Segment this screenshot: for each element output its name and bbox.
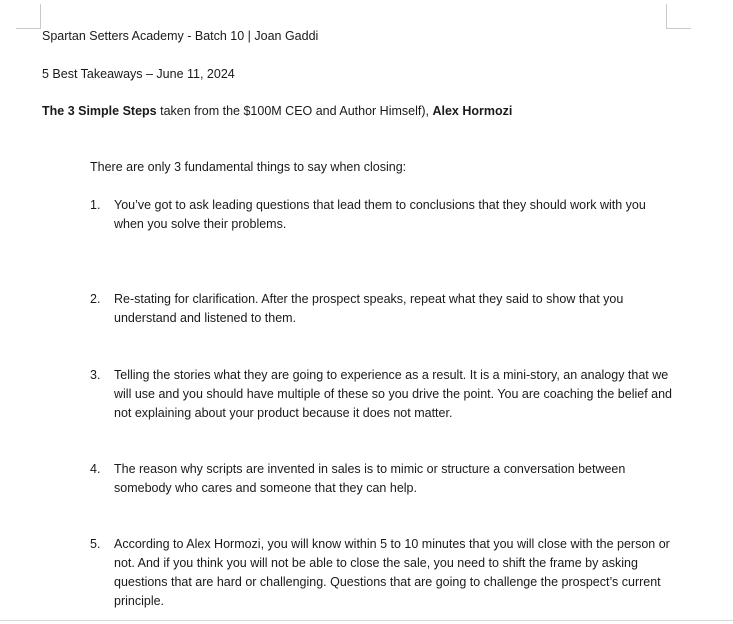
list-item-text: You’ve got to ask leading questions that lead them to conclusions that they should work with you when you solve their problems. [114,198,646,231]
list-item-number: 3. [90,368,101,382]
document-title: Spartan Setters Academy - Batch 10 | Joan Gaddi [42,29,319,43]
intro-paragraph: There are only 3 fundamental things to say when closing: [90,160,407,174]
list-item-number: 4. [90,462,101,476]
margin-corner-mark-right [666,4,691,29]
document-subtitle [42,103,512,119]
page-bottom-divider [0,620,733,621]
subtitle-bold-lead: The 3 Simple Steps [42,104,157,118]
list-item-text: Telling the stories what they are going to experience as a result. It is a mini-story, an analogy that we will use and you should have multiple of these so you drive the point. You are coaching the belief and not explaining about your product because it does not matter. [114,368,673,420]
list-item-text: The reason why scripts are invented in sales is to mimic or structure a conversation between somebody who cares and someone that they can help. [114,462,626,495]
subtitle-middle-text: taken from the $100M CEO and Author Himself), [156,104,433,118]
list-item-text: Re-stating for clarification. After the prospect speaks, repeat what they said to show that you understand and listened to them. [114,292,624,325]
list-item-number: 2. [90,292,101,306]
subtitle-author-name: Alex Hormozi [432,104,513,118]
list-item-number: 5. [90,537,101,551]
margin-corner-mark-left [16,4,41,29]
document-date-line: 5 Best Takeaways – June 11, 2024 [42,67,235,81]
list-item-number: 1. [90,198,101,212]
list-item-text: According to Alex Hormozi, you will know within 5 to 10 minutes that you will close with the person or not. And if you think you will not be able to close the sale, you need to shift the frame by asking questions that are hard or challenging. Questions that are going to challenge the prospect’s current principle. [114,537,670,608]
